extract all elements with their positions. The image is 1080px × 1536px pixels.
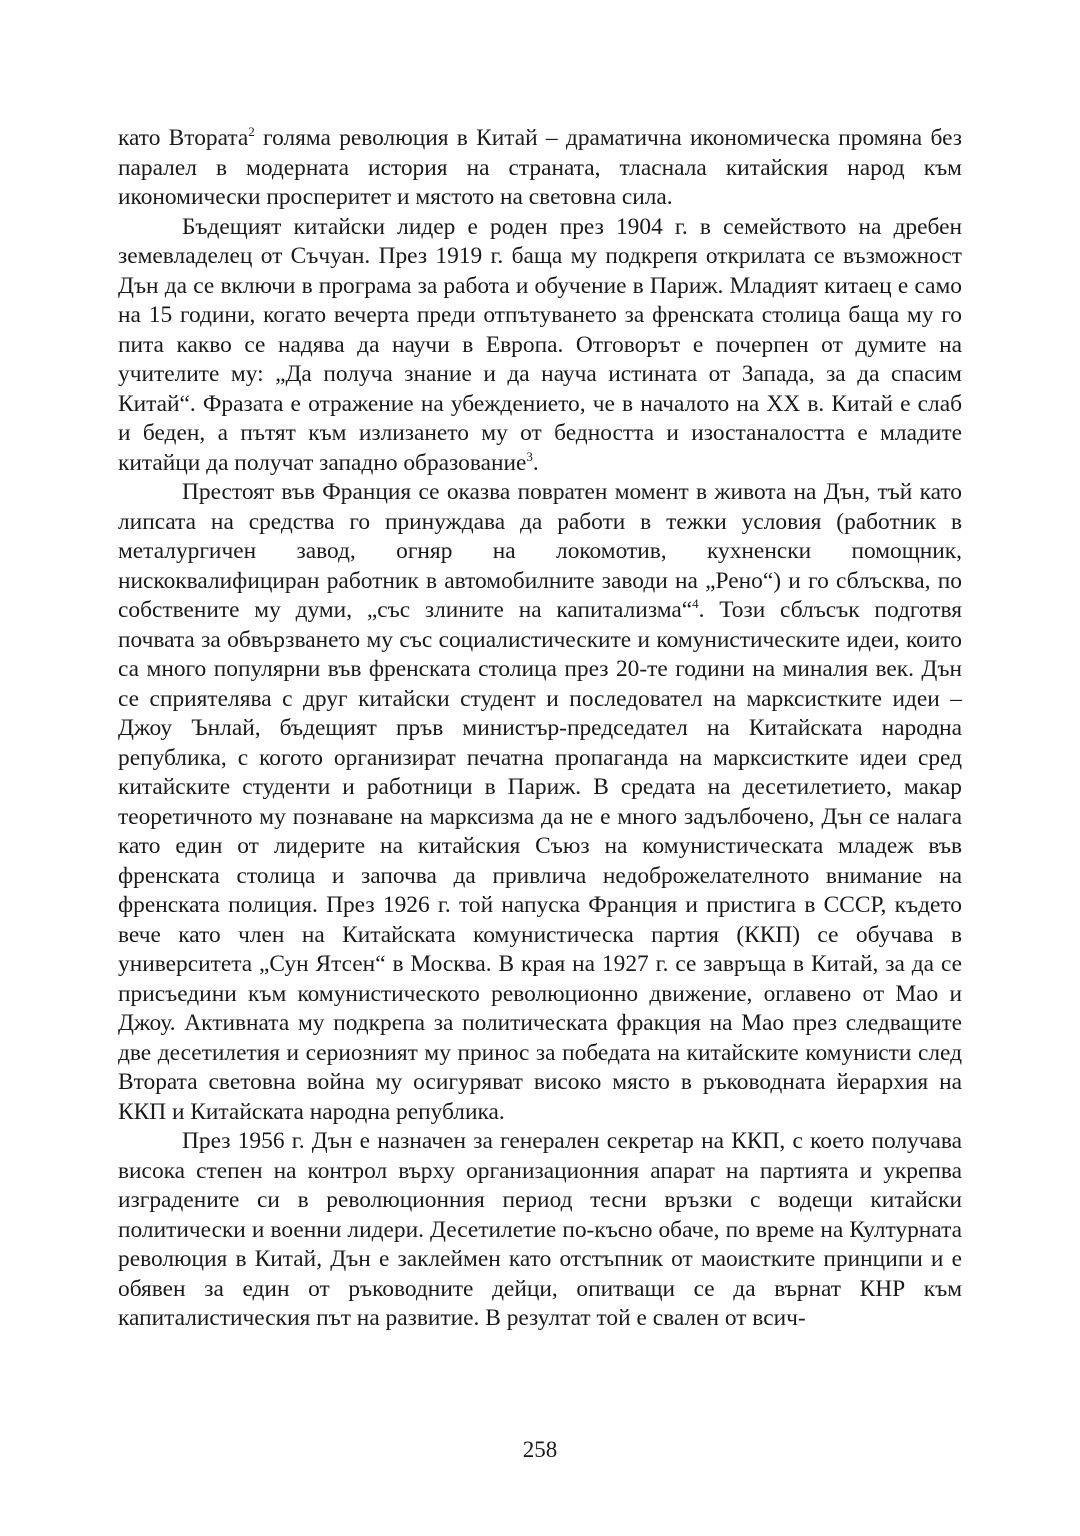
paragraph-4 — [118, 1127, 962, 1334]
footnote-ref-2[interactable]: 2 — [248, 124, 255, 140]
page-number: 258 — [522, 1437, 558, 1462]
text-segment: През 1956 г. Дън е назначен за генерален секретар на ККП, с което получава висока степен на контрол върху организационния апарат на партията и укрепва изградените си в революционния период тесни връзки с водещи китайски политически и военни лидери. Десетилетие по-късно обаче, по време на Културната революция в Китай, Дън е заклеймен като отстъпник от маоистките принципи и е обявен за един от ръководните дейци, опитващи се да върнат КНР към капиталистическия път на развитие. В резултат той е свален от всич- — [118, 1128, 962, 1331]
paragraph-3 — [118, 478, 962, 1127]
body-text — [118, 124, 962, 1334]
paragraph-2 — [118, 213, 962, 479]
text-segment: Бъдещият китайски лидер е роден през 1904 г. в семейството на дребен земевладелец от Съчуан. През 1919 г. баща му подкрепя открилата се възможност Дън да се включи в програма за работа и обучение в Париж. Младият китаец е само на 15 години, когато вечерта преди отпътуването за френската столица баща му го пита какво се надява да научи в Европа. Отговорът е почерпен от думите на учителите му: „Да получа знание и да науча истината от Запада, за да спасим Китай“. Фразата е отражение на убеждението, че в началото на XX в. Китай е слаб и беден, а пътят към излизането му от бедността и изостаналостта е младите китайци да получат западно образование — [118, 213, 962, 476]
text-segment: като Втората — [118, 125, 249, 151]
text-segment: . Този сблъсък подготвя почвата за обвързването му със социалистическите и комунистическите идеи, които са много популярни във френската столица през 20-те години на миналия век. Дън се сприятелява с друг китайски студент и последовател на марксистките идеи – Джоу Ънлай, бъдещият пръв министър-председател на Китайската народна република, с когото организират печатна пропаганда на марксистките идеи сред китайските студенти и работници в Париж. В средата на десетилетието, макар теоретичното му познаване на марксизма да не е много задълбочено, Дън се налага като един от лидерите на китайския Съюз на комунистическата младеж във френската столица и започва да привлича недоброжелателното внимание на френската полиция. През 1926 г. той напуска Франция и пристига в СССР, където вече като член на Китайската комунистическа партия (ККП) се обучава в университета „Сун Ятсен“ в Москва. В края на 1927 г. се завръща в Китай, за да се присъедини към комунистическото революционно движение, оглавено от Мао и Джоу. Активната му подкрепа за политическата фракция на Мао през следващите две десетилетия и сериозният му принос за победата на китайските комунисти след Втората световна война му осигуряват високо място в ръководната йерархия на ККП и Китайската народна република. — [118, 597, 962, 1125]
footnote-ref-3[interactable]: 3 — [526, 448, 533, 464]
text-segment: . — [532, 449, 539, 476]
text-segment: голяма революция в Китай – драматична икономическа промяна без паралел в модерната история на страната, тласнала китайския народ към икономически просперитет и мястото на световна сила. — [118, 125, 962, 210]
footnote-ref-4[interactable]: 4 — [692, 596, 699, 612]
paragraph-1 — [118, 124, 962, 213]
text-segment: Престоят във Франция се оказва повратен момент в живота на Дън, тъй като липсата на средства го принуждава да работи в тежки условия (работник в металургичен завод, огняр на локомотив, кухненски помощник, нискоквалифициран работник в автомобилните заводи на „Рено“) и го сблъсква, по собствените му думи, „със злините на капитализма“ — [118, 479, 962, 623]
